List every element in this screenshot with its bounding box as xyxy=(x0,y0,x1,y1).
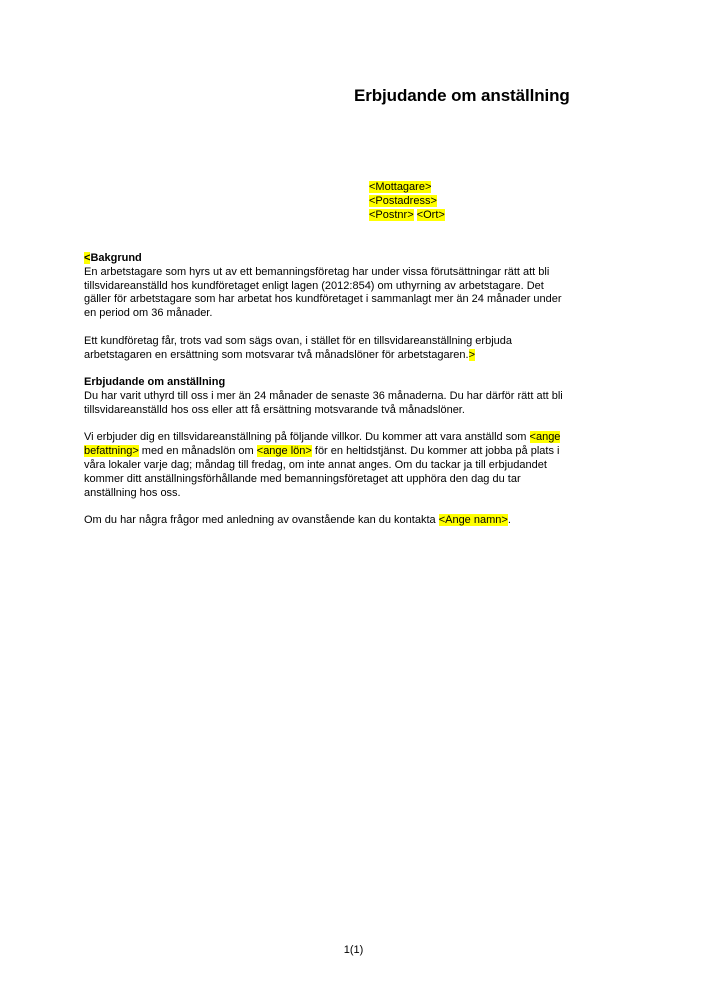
offer-paragraph-1: Du har varit uthyrd till oss i mer än 24 månader de senaste 36 månaderna. Du har därför rätt att bli tillsvidareanställd hos oss eller att få ersättning motsvarande två månadslöner. xyxy=(84,389,563,416)
contact-name-placeholder: <Ange namn> xyxy=(438,514,508,527)
document-title: Erbjudande om anställning xyxy=(354,86,570,105)
contact-text-a: Om du har några frågor med anledning av ovanstående kan du kontakta xyxy=(84,514,439,527)
background-open-bracket: < xyxy=(84,252,91,264)
background-paragraph-1: En arbetstagare som hyrs ut av ett bemanningsföretag har under vissa förutsättningar rätt att bli tillsvidareanställd hos kundföretaget enligt lagen (2012:854) om uthyrning av arbetstagare. Det gäller för arbetstagare som har arbetat hos kundföretaget i sammanlagt mer än 24 månader under en period om 36 månader. xyxy=(84,265,562,320)
address-line-city xyxy=(369,208,445,222)
position-placeholder: <ange befattning> xyxy=(84,431,561,458)
recipient-placeholder: <Mottagare> xyxy=(369,181,432,193)
offer-p2-text-b: med en månadslön om xyxy=(138,445,257,458)
background-close-bracket: > xyxy=(468,348,476,361)
offer-paragraph-2 xyxy=(84,431,564,500)
background-section xyxy=(84,252,564,321)
letter-body xyxy=(84,252,564,542)
postal-code-placeholder: <Postnr> xyxy=(369,209,414,221)
postal-address-placeholder: <Postadress> xyxy=(369,195,437,207)
contact-text-b: . xyxy=(507,514,511,527)
city-placeholder: <Ort> xyxy=(416,209,445,221)
offer-section xyxy=(84,376,564,417)
page-number: 1(1) xyxy=(343,944,364,956)
recipient-address-block xyxy=(369,180,445,222)
background-paragraph-2: Ett kundföretag får, trots vad som sägs ovan, i stället för en tillsvidareanställning erbjuda arbetstagaren en ersättning som motsvarar två månadslöner för arbetstagaren. xyxy=(84,334,513,361)
address-line-recipient xyxy=(369,180,445,194)
background-heading-text: Bakgrund xyxy=(90,252,142,264)
address-line-street xyxy=(369,194,445,208)
offer-heading: Erbjudande om anställning xyxy=(84,376,226,389)
contact-paragraph xyxy=(84,514,564,528)
offer-p2-text-a: Vi erbjuder dig en tillsvidareanställning på följande villkor. Du kommer att vara anställd som xyxy=(84,431,530,444)
offer-p2-text-c: för en heltidstjänst. Du kommer att jobba på plats i våra lokaler varje dag; måndag till fredag, om inte annat anges. Om du tackar ja till erbjudandet kommer ditt anställningsförhållande med bemanningsföretaget att upphöra den dag du tar anställning hos oss. xyxy=(84,445,560,499)
background-paragraph-2-block xyxy=(84,335,564,363)
salary-placeholder: <ange lön> xyxy=(256,445,312,458)
background-heading xyxy=(84,252,564,266)
